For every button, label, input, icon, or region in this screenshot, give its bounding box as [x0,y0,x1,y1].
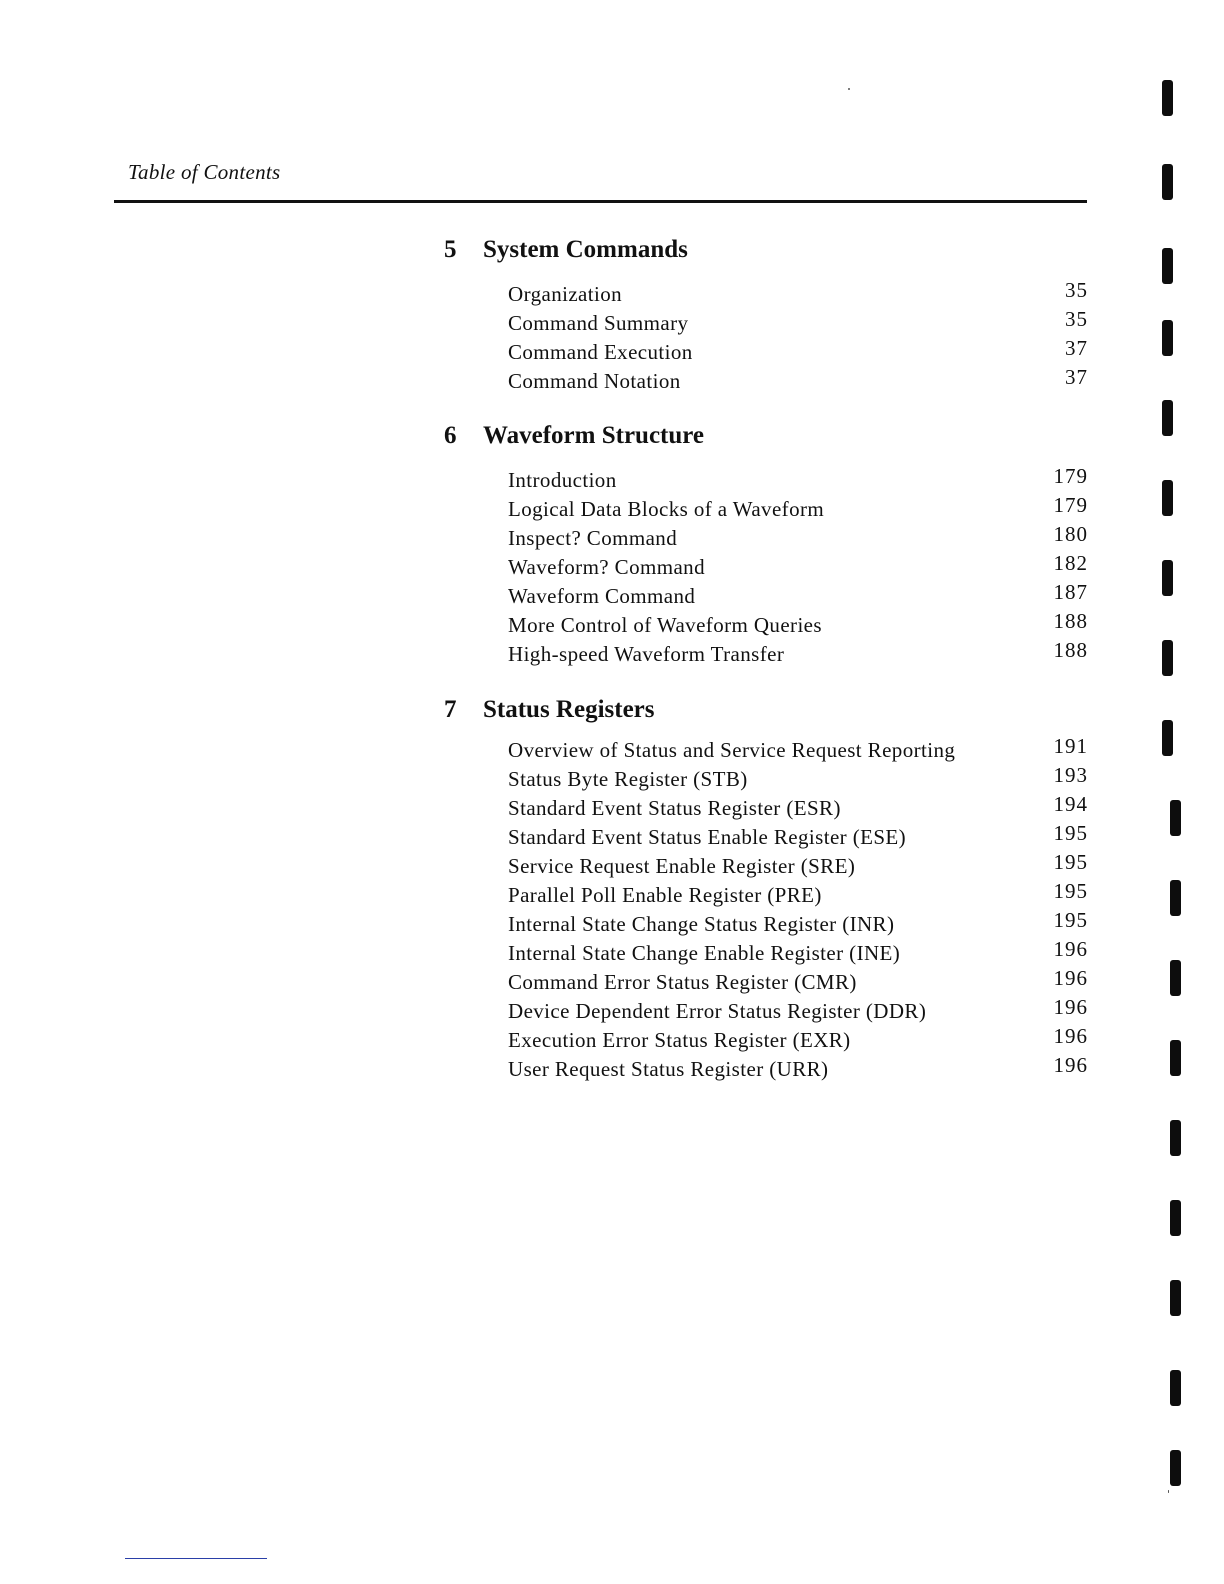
binder-hole [1170,960,1181,996]
toc-entry-list [440,278,1100,398]
toc-entry-page: 179 [1053,464,1088,488]
binder-hole [1170,1200,1181,1236]
running-header-title: Table of Contents [128,160,281,184]
toc-entry-page: 193 [1053,763,1088,787]
toc-entry-title: Inspect? Command [508,526,678,550]
toc-entry-page: 194 [1053,792,1088,816]
toc-entry-page: 196 [1053,1024,1088,1048]
toc-entry[interactable] [440,908,1100,941]
section-title: Status Registers [483,696,655,723]
toc-section-status-registers [440,696,1100,1086]
toc-entry[interactable] [440,995,1100,1028]
toc-entry[interactable] [440,792,1100,825]
section-number: 6 [444,422,457,449]
toc-entry[interactable] [440,1053,1100,1086]
toc-entry-title: Waveform? Command [508,555,705,579]
toc-entry-page: 195 [1053,908,1088,932]
toc-entry[interactable] [440,307,1100,340]
scan-speck [848,88,850,90]
toc-entry-page: 191 [1053,734,1088,758]
binder-punch-holes [1160,80,1190,1500]
toc-entry-page: 37 [1065,336,1088,360]
toc-entry-title: Organization [508,282,623,306]
toc-entry-page: 195 [1053,821,1088,845]
binder-hole [1162,720,1173,756]
section-number: 5 [444,236,457,263]
toc-entry-page: 179 [1053,493,1088,517]
toc-entry-title: Standard Event Status Register (ESR) [508,796,841,820]
toc-entry-page: 187 [1053,580,1088,604]
toc-entry-title: Command Error Status Register (CMR) [508,970,857,994]
binder-hole [1162,320,1173,356]
toc-entry-page: 188 [1053,609,1088,633]
toc-entry-page: 196 [1053,1053,1088,1077]
toc-entry-title: Command Execution [508,340,693,364]
toc-entry[interactable] [440,522,1100,555]
binder-hole [1170,1120,1181,1156]
toc-entry-page: 196 [1053,966,1088,990]
section-number: 7 [444,696,457,723]
binder-hole [1162,400,1173,436]
toc-entry-page: 35 [1065,307,1088,331]
toc-section-system-commands [440,236,1100,398]
toc-entry-title: Introduction [508,468,617,492]
toc-entry-title: Status Byte Register (STB) [508,767,748,791]
toc-entry[interactable] [440,1024,1100,1057]
binder-hole [1170,800,1181,836]
toc-entry[interactable] [440,278,1100,311]
toc-entry-page: 37 [1065,365,1088,389]
binder-hole [1162,640,1173,676]
binder-hole [1170,1450,1181,1486]
scan-speck [1168,1490,1169,1493]
toc-entry-title: Internal State Change Status Register (INR) [508,912,895,936]
toc-entry[interactable] [440,638,1100,671]
toc-entry[interactable] [440,336,1100,369]
toc-entry-title: Standard Event Status Enable Register (ESE) [508,825,907,849]
footer-rule [125,1558,267,1559]
toc-entry-page: 182 [1053,551,1088,575]
toc-section-waveform-structure [440,422,1100,671]
toc-entry-list [440,464,1100,671]
binder-hole [1170,1040,1181,1076]
toc-entry-page: 180 [1053,522,1088,546]
toc-entry[interactable] [440,580,1100,613]
toc-entry-page: 196 [1053,937,1088,961]
toc-entry-title: Parallel Poll Enable Register (PRE) [508,883,822,907]
toc-entry-page: 195 [1053,879,1088,903]
toc-entry-page: 35 [1065,278,1088,302]
toc-entry-page: 188 [1053,638,1088,662]
toc-entry-title: Execution Error Status Register (EXR) [508,1028,851,1052]
binder-hole [1170,1370,1181,1406]
toc-entry-title: More Control of Waveform Queries [508,613,822,637]
toc-entry[interactable] [440,734,1100,767]
toc-entry-title: High-speed Waveform Transfer [508,642,785,666]
binder-hole [1162,560,1173,596]
toc-entry-title: Device Dependent Error Status Register (DDR) [508,999,927,1023]
section-heading [440,236,1100,270]
section-title: Waveform Structure [483,422,705,449]
header-divider [114,200,1087,203]
toc-entry[interactable] [440,966,1100,999]
binder-hole [1162,480,1173,516]
binder-hole [1162,248,1173,284]
toc-entry[interactable] [440,821,1100,854]
toc-entry-title: Command Notation [508,369,681,393]
toc-entry-title: Command Summary [508,311,689,335]
toc-entry[interactable] [440,937,1100,970]
toc-entry-title: User Request Status Register (URR) [508,1057,829,1081]
toc-entry-title: Internal State Change Enable Register (INE) [508,941,901,965]
toc-entry-page: 196 [1053,995,1088,1019]
section-title: System Commands [483,236,688,263]
toc-entry[interactable] [440,365,1100,398]
binder-hole [1162,164,1173,200]
binder-hole [1170,1280,1181,1316]
toc-entry[interactable] [440,850,1100,883]
toc-entry[interactable] [440,763,1100,796]
binder-hole [1162,80,1173,116]
toc-entry[interactable] [440,609,1100,642]
toc-entry[interactable] [440,464,1100,497]
toc-entry[interactable] [440,493,1100,526]
toc-entry-title: Service Request Enable Register (SRE) [508,854,856,878]
toc-entry-title: Overview of Status and Service Request Reporting [508,738,956,762]
section-heading [440,696,1100,730]
toc-entry-list [440,734,1100,1086]
toc-entry-page: 195 [1053,850,1088,874]
toc-entry-title: Logical Data Blocks of a Waveform [508,497,825,521]
toc-entry[interactable] [440,879,1100,912]
toc-entry-title: Waveform Command [508,584,696,608]
section-heading [440,422,1100,456]
binder-hole [1170,880,1181,916]
toc-entry[interactable] [440,551,1100,584]
